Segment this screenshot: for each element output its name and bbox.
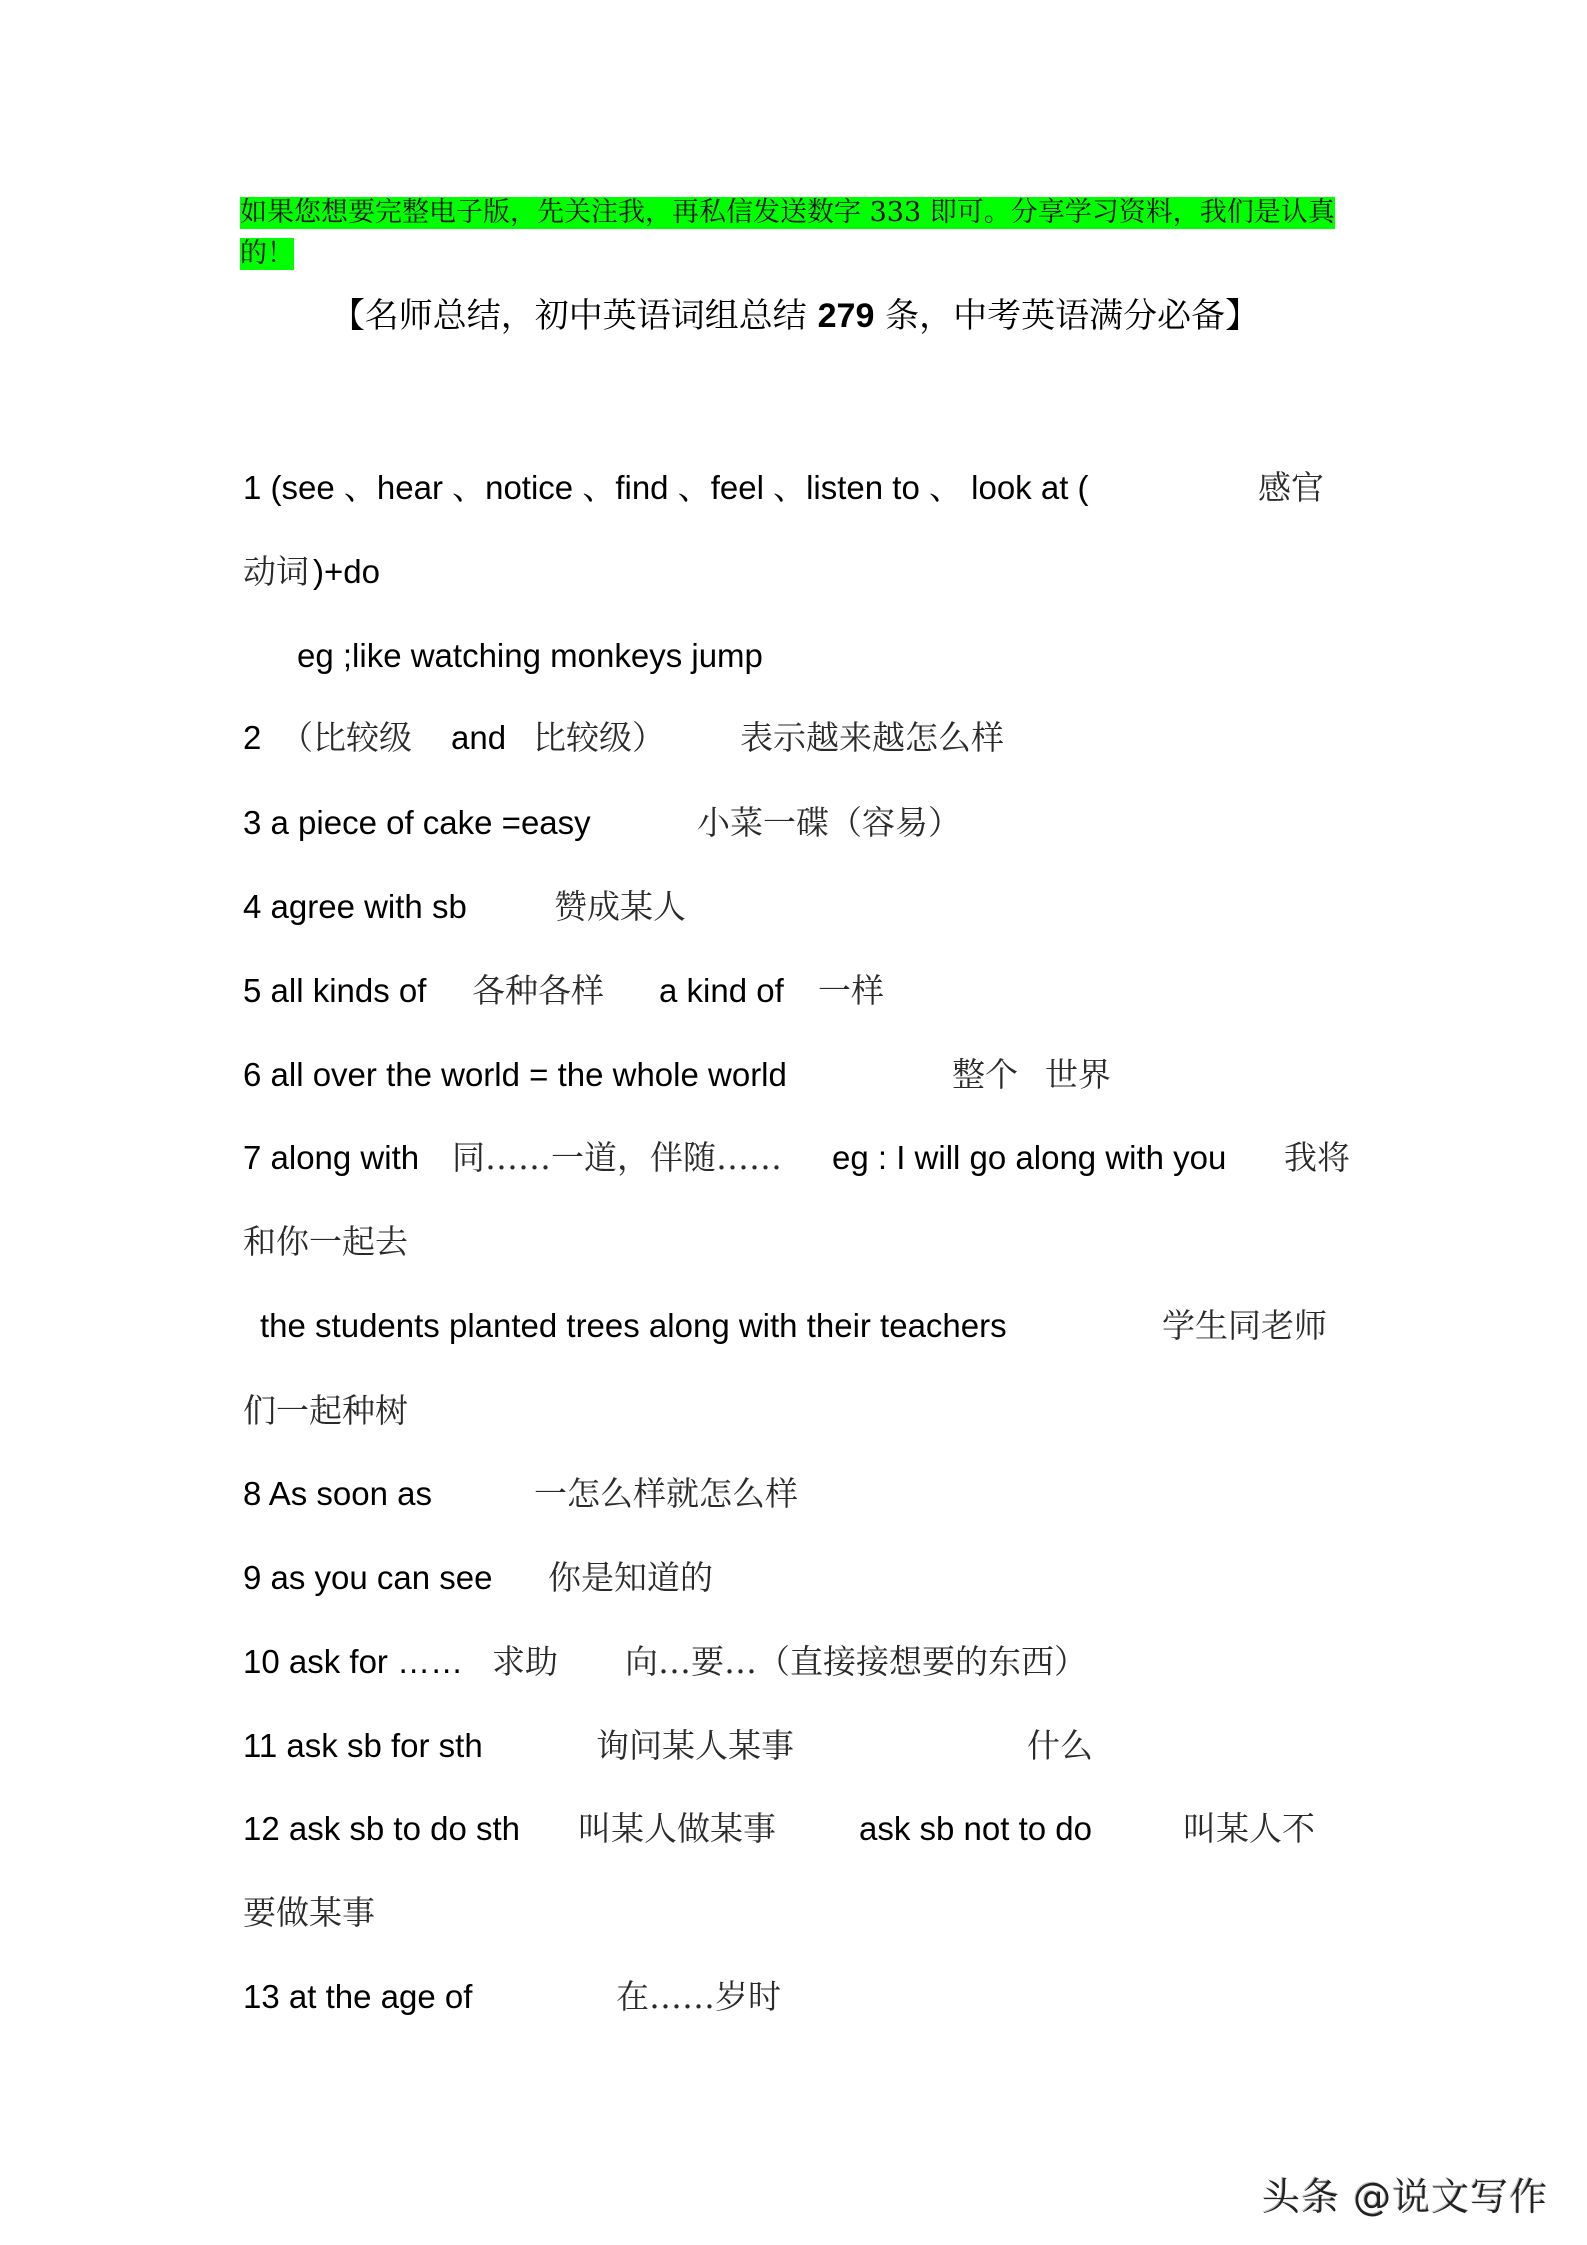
title-suffix: 条，中考英语满分必备】 (874, 296, 1260, 336)
phrase-line (0, 708, 1587, 768)
phrase-line (0, 1464, 1587, 1524)
promo-notice-line-2: 的！ (240, 238, 294, 269)
english-phrase: 3 a piece of cake =easy (243, 804, 591, 841)
phrase-line (0, 1296, 1587, 1356)
english-phrase: 1 (see 、hear 、notice 、find 、feel 、listen to 、 look at ( (243, 469, 1089, 506)
chinese-meaning: 比较级） (533, 718, 665, 757)
chinese-meaning: 和你一起去 (243, 1222, 408, 1261)
english-phrase: 8 As soon as (243, 1475, 432, 1512)
chinese-meaning: 你是知道的 (548, 1558, 713, 1597)
chinese-meaning: 要做某事 (243, 1893, 375, 1932)
english-phrase: 6 all over the world = the whole world (243, 1056, 787, 1093)
english-phrase: a kind of (659, 972, 784, 1009)
phrase-line (0, 961, 1587, 1021)
english-phrase: the students planted trees along with their teachers (260, 1307, 1007, 1344)
english-phrase: 9 as you can see (243, 1559, 493, 1596)
english-phrase: and (451, 719, 507, 756)
phrase-line (0, 1716, 1587, 1776)
phrase-line (0, 626, 1587, 686)
chinese-meaning: 学生同老师 (1162, 1306, 1327, 1345)
english-phrase: 13 at the age of (243, 1978, 473, 2015)
chinese-meaning: 各种各样 (472, 971, 604, 1010)
phrase-line (0, 793, 1587, 853)
english-phrase: 11 ask sb for sth (243, 1727, 483, 1764)
english-phrase: 4 agree with sb (243, 888, 467, 925)
chinese-meaning: 感官 (1258, 468, 1324, 507)
phrase-line (0, 877, 1587, 937)
chinese-meaning: 一样 (818, 971, 884, 1010)
english-phrase: ask sb not to do (859, 1810, 1092, 1847)
phrase-line (0, 1212, 1587, 1272)
english-phrase: 2 (243, 719, 262, 756)
chinese-meaning: 小菜一碟（容易） (697, 803, 961, 842)
chinese-meaning: 叫某人不 (1183, 1809, 1315, 1848)
phrase-line (0, 1799, 1587, 1859)
phrase-line (0, 458, 1587, 518)
phrase-line (0, 1548, 1587, 1608)
phrase-line (0, 1967, 1587, 2027)
english-phrase: 5 all kinds of (243, 972, 427, 1009)
chinese-meaning: 们一起种树 (243, 1391, 408, 1430)
english-phrase: )+do (313, 553, 380, 590)
chinese-meaning: 整个 (952, 1055, 1018, 1094)
phrase-line (0, 542, 1587, 602)
phrase-line (0, 1632, 1587, 1692)
phrase-line (0, 1381, 1587, 1441)
chinese-meaning: 同……一道，伴随…… (452, 1138, 782, 1177)
title-prefix: 【名师总结，初中英语词组总结 (330, 296, 818, 336)
phrase-line (0, 1128, 1587, 1188)
chinese-meaning: 我将 (1284, 1138, 1350, 1177)
chinese-meaning: 向…要…（直接接想要的东西） (625, 1642, 1087, 1681)
promo-notice (240, 192, 1348, 274)
english-phrase: 7 along with (243, 1139, 420, 1176)
chinese-meaning: 赞成某人 (554, 887, 686, 926)
chinese-meaning: （比较级 (280, 718, 412, 757)
document-title (290, 290, 1300, 342)
chinese-meaning: 一怎么样就怎么样 (534, 1474, 798, 1513)
promo-notice-line-1: 如果您想要完整电子版，先关注我，再私信发送数字 333 即可。分享学习资料，我们是认真 (240, 197, 1335, 228)
english-phrase: eg ;like watching monkeys jump (297, 637, 763, 674)
chinese-meaning: 在……岁时 (616, 1977, 781, 2016)
english-phrase: eg : I will go along with you (832, 1139, 1227, 1176)
chinese-meaning: 什么 (1027, 1726, 1093, 1765)
chinese-meaning: 世界 (1045, 1055, 1111, 1094)
chinese-meaning: 叫某人做某事 (578, 1809, 776, 1848)
chinese-meaning: 询问某人某事 (596, 1726, 794, 1765)
chinese-meaning: 动词 (243, 552, 309, 591)
phrase-line (0, 1045, 1587, 1105)
english-phrase: 10 ask for …… (243, 1643, 464, 1680)
watermark: 头条 @说文写作 (1262, 2175, 1549, 2219)
chinese-meaning: 求助 (492, 1642, 558, 1681)
chinese-meaning: 表示越来越怎么样 (740, 718, 1004, 757)
title-count: 279 (817, 297, 875, 335)
phrase-line (0, 1883, 1587, 1943)
english-phrase: 12 ask sb to do sth (243, 1810, 521, 1847)
